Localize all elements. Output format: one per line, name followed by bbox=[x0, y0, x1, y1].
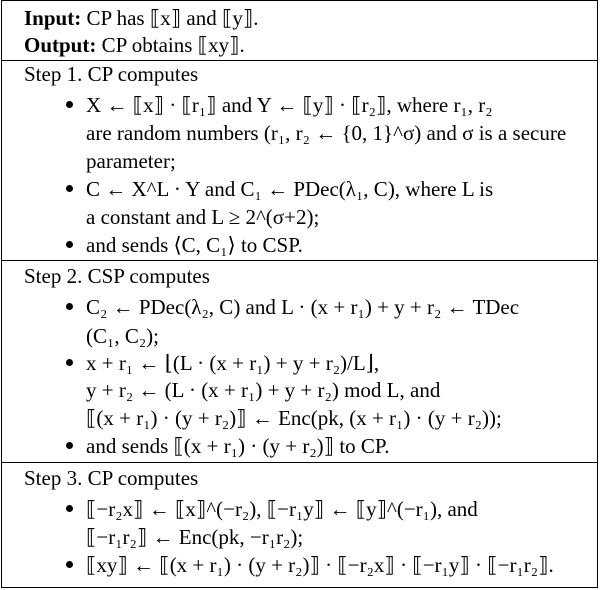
divider-step2 bbox=[1, 260, 598, 261]
output-label: Output: bbox=[24, 33, 97, 57]
bullet-icon bbox=[66, 303, 73, 310]
step2-line-3: x + r₁ ← ⌊(L · (x + r₁) + y + r₂)/L⌋, bbox=[86, 351, 380, 375]
step2-line-6: and sends ⟦(x + r₁) · (y + r₂)⟧ to CP. bbox=[86, 434, 390, 458]
output-text: CP obtains ⟦xy⟧. bbox=[101, 33, 245, 57]
step1-line-6: and sends ⟨C, C₁⟩ to CSP. bbox=[86, 233, 303, 257]
step2-title: Step 2. CSP computes bbox=[24, 264, 210, 288]
step3-line-2: ⟦−r₁r₂⟧ ← Enc(pk, −r₁r₂); bbox=[86, 525, 304, 549]
step1-line-4: C ← X^L · Y and C₁ ← PDec(λ₁, C), where L is bbox=[86, 177, 494, 201]
step3-line-1: ⟦−r₂x⟧ ← ⟦x⟧^(−r₂), ⟦−r₁y⟧ ← ⟦y⟧^(−r₁), and bbox=[86, 497, 478, 521]
step1-title: Step 1. CP computes bbox=[24, 62, 199, 86]
step2-line-4: y + r₂ ← (L · (x + r₁) + y + r₂) mod L, and bbox=[86, 378, 441, 402]
bullet-icon bbox=[66, 442, 73, 449]
step3-line-3: ⟦xy⟧ ← ⟦(x + r₁) · (y + r₂)⟧ · ⟦−r₂x⟧ · ⟦−r₁y⟧ · ⟦−r₁r₂⟧. bbox=[86, 553, 554, 577]
bullet-icon bbox=[66, 101, 73, 108]
output-line bbox=[24, 32, 245, 58]
bullet-icon bbox=[66, 359, 73, 366]
bullet-icon bbox=[66, 241, 73, 248]
step1-line-1: X ← ⟦x⟧ · ⟦r₁⟧ and Y ← ⟦y⟧ · ⟦r₂⟧, where r₁, r₂ bbox=[86, 93, 493, 117]
step1-line-2: are random numbers (r₁, r₂ ← {0, 1}^σ) and σ is a secure bbox=[86, 121, 567, 145]
bullet-icon bbox=[66, 505, 73, 512]
step3-title: Step 3. CP computes bbox=[24, 466, 199, 490]
step2-line-2: (C₁, C₂); bbox=[86, 324, 159, 348]
input-text: CP has ⟦x⟧ and ⟦y⟧. bbox=[86, 6, 259, 30]
divider-step3 bbox=[1, 462, 598, 463]
step2-line-1: C₂ ← PDec(λ₂, C) and L · (x + r₁) + y + r₂ ← TDec bbox=[86, 295, 520, 319]
step2-line-5: ⟦(x + r₁) · (y + r₂)⟧ ← Enc(pk, (x + r₁) · (y + r₂)); bbox=[86, 406, 502, 430]
input-label: Input: bbox=[24, 6, 82, 30]
bullet-icon bbox=[66, 561, 73, 568]
input-line bbox=[24, 5, 259, 31]
bullet-icon bbox=[66, 185, 73, 192]
step1-line-3: parameter; bbox=[86, 149, 176, 173]
step1-line-5: a constant and L ≥ 2^(σ+2); bbox=[86, 205, 320, 229]
